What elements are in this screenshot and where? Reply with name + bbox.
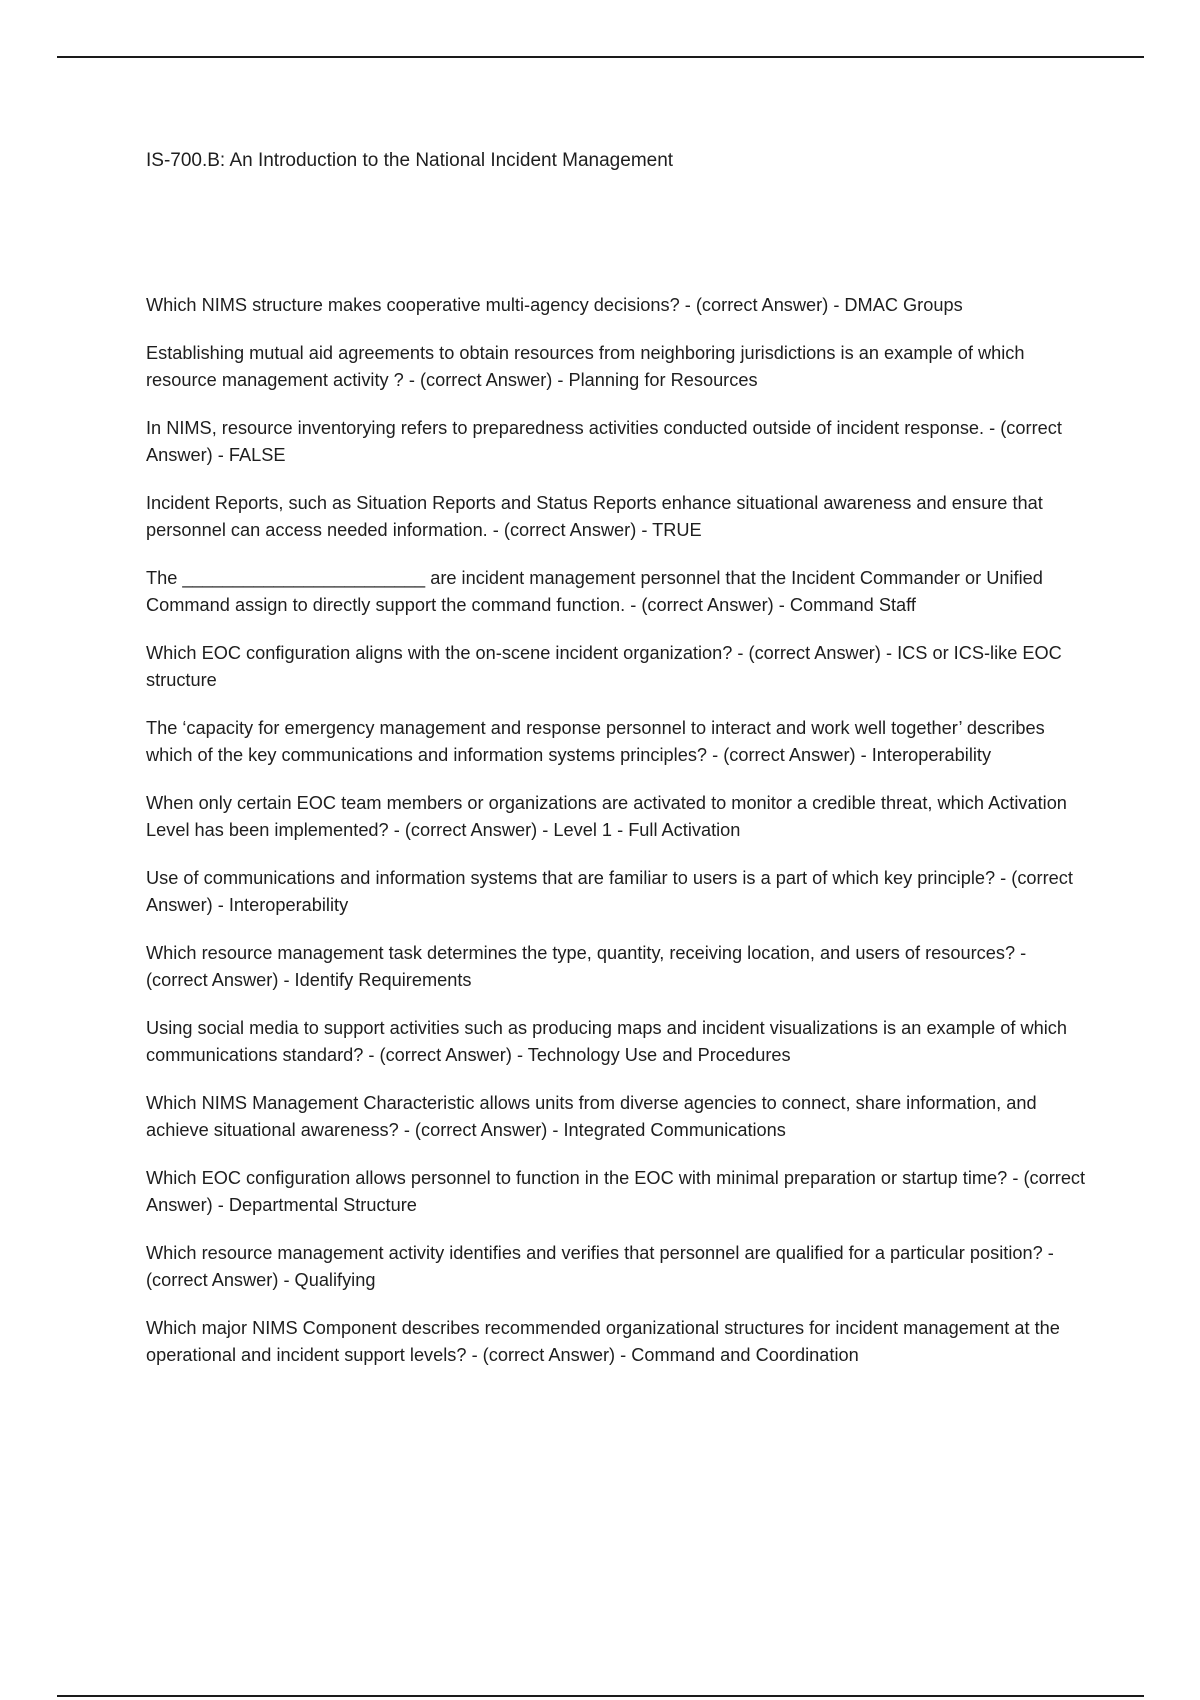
top-divider — [57, 56, 1144, 58]
qa-item: Establishing mutual aid agreements to obtain resources from neighboring jurisdictions is an example of which resource management activity ? - (correct Answer) - Planning for Resources — [146, 342, 1025, 390]
question-answer-list — [146, 292, 1086, 1390]
qa-item: Which major NIMS Component describes recommended organizational structures for incident management at the operational and incident support levels? - (correct Answer) - Command and Coordination — [146, 1317, 1060, 1365]
qa-item: Which NIMS structure makes cooperative multi-agency decisions? - (correct Answer) - DMAC Groups — [146, 295, 963, 315]
qa-item: The ________________________ are incident management personnel that the Incident Commander or Unified Command assign to directly support the command function. - (correct Answer) - Command Staff — [146, 567, 1043, 615]
qa-item: Which EOC configuration allows personnel to function in the EOC with minimal preparation or startup time? - (correct Answer) - Departmental Structure — [146, 1167, 1086, 1215]
qa-item: The ‘capacity for emergency management and response personnel to interact and work well together’ describes which of the key communications and information systems principles? - (correct Answer) - Interoperability — [146, 717, 1045, 765]
bottom-divider — [57, 1695, 1144, 1697]
qa-item: Incident Reports, such as Situation Reports and Status Reports enhance situational awareness and ensure that personnel can access needed information. - (correct Answer) - TRUE — [146, 492, 1043, 540]
qa-item: Which NIMS Management Characteristic allows units from diverse agencies to connect, share information, and achieve situational awareness? - (correct Answer) - Integrated Communications — [146, 1092, 1037, 1140]
qa-item: Which EOC configuration aligns with the on-scene incident organization? - (correct Answer) - ICS or ICS-like EOC structure — [146, 642, 1062, 690]
qa-item: When only certain EOC team members or organizations are activated to monitor a credible threat, which Activation Level has been implemented? - (correct Answer) - Level 1 - Full Activation — [146, 792, 1067, 840]
qa-item: Which resource management task determines the type, quantity, receiving location, and users of resources? - (correct Answer) - Identify Requirements — [146, 942, 1027, 990]
qa-item: Which resource management activity identifies and verifies that personnel are qualified for a particular position? - (correct Answer) - Qualifying — [146, 1242, 1054, 1290]
document-title: IS-700.B: An Introduction to the National Incident Management — [146, 150, 674, 171]
qa-item: Using social media to support activities such as producing maps and incident visualizations is an example of which communications standard? - (correct Answer) - Technology Use and Procedures — [146, 1017, 1067, 1065]
qa-item: In NIMS, resource inventorying refers to preparedness activities conducted outside of incident response. - (correct Answer) - FALSE — [146, 417, 1062, 465]
qa-item: Use of communications and information systems that are familiar to users is a part of which key principle? - (correct Answer) - Interoperability — [146, 867, 1073, 915]
